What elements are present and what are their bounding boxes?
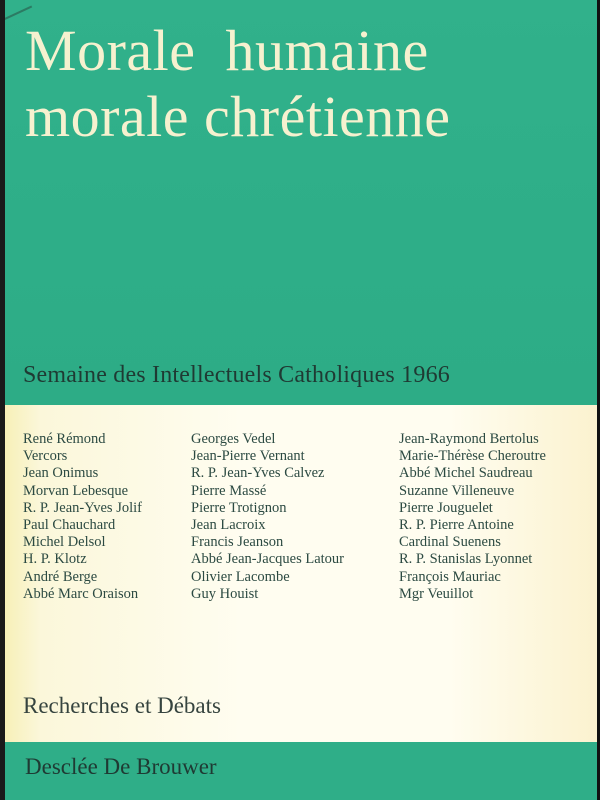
contributor-name: André Berge (23, 568, 98, 585)
contributor-name: Pierre Massé (191, 482, 267, 499)
contributor-name: Suzanne Villeneuve (399, 482, 515, 499)
contributor-name: R. P. Jean-Yves Jolif (23, 499, 142, 516)
contributor-name: Pierre Jouguelet (399, 499, 493, 516)
contributor-name: R. P. Pierre Antoine (399, 517, 514, 534)
contributor-name: Michel Delsol (23, 534, 106, 551)
subtitle: Semaine des Intellectuels Catholiques 1966 (23, 362, 450, 388)
contributor-name: Abbé Michel Saudreau (399, 465, 533, 482)
contributors-column-2 (191, 431, 344, 603)
contributor-name: R. P. Stanislas Lyonnet (399, 551, 533, 568)
contributor-name: Jean-Raymond Bertolus (399, 431, 539, 447)
contributor-name: Georges Vedel (191, 431, 276, 447)
contributor-name: Paul Chauchard (23, 517, 116, 534)
title-line-2: morale chrétienne (25, 84, 451, 149)
contributor-name: Jean Lacroix (191, 517, 266, 534)
contributor-name: Abbé Jean-Jacques Latour (191, 551, 344, 568)
contributor-name: Vercors (23, 448, 68, 465)
top-teal-band (5, 0, 597, 405)
contributor-name: Abbé Marc Oraison (23, 585, 139, 602)
contributor-name: Olivier Lacombe (191, 568, 290, 585)
contributor-name: H. P. Klotz (23, 551, 87, 568)
contributor-name: René Rémond (23, 431, 106, 447)
title-line-1: Morale humaine (25, 18, 429, 83)
contributor-name: Cardinal Suenens (399, 534, 501, 551)
contributors-column-1 (23, 431, 142, 603)
contributors-column-3 (399, 431, 546, 603)
contributor-name: Francis Jeanson (191, 534, 284, 551)
contributor-name: François Mauriac (399, 568, 501, 585)
series-name: Recherches et Débats (23, 693, 221, 718)
contributor-name: R. P. Jean-Yves Calvez (191, 465, 325, 482)
contributor-name: Jean-Pierre Vernant (191, 448, 305, 465)
publisher-name: Desclée De Brouwer (25, 754, 217, 779)
contributor-name: Mgr Veuillot (399, 585, 474, 602)
contributor-name: Marie-Thérèse Cheroutre (399, 448, 546, 465)
contributor-name: Guy Houist (191, 585, 259, 602)
book-title (25, 18, 451, 150)
contributor-name: Pierre Trotignon (191, 499, 287, 516)
book-cover (5, 0, 597, 800)
contributor-name: Morvan Lebesque (23, 482, 129, 499)
contributor-name: Jean Onimus (23, 465, 99, 482)
contributors-panel (5, 405, 597, 742)
bottom-teal-band (5, 742, 597, 800)
corner-crease (5, 0, 32, 20)
